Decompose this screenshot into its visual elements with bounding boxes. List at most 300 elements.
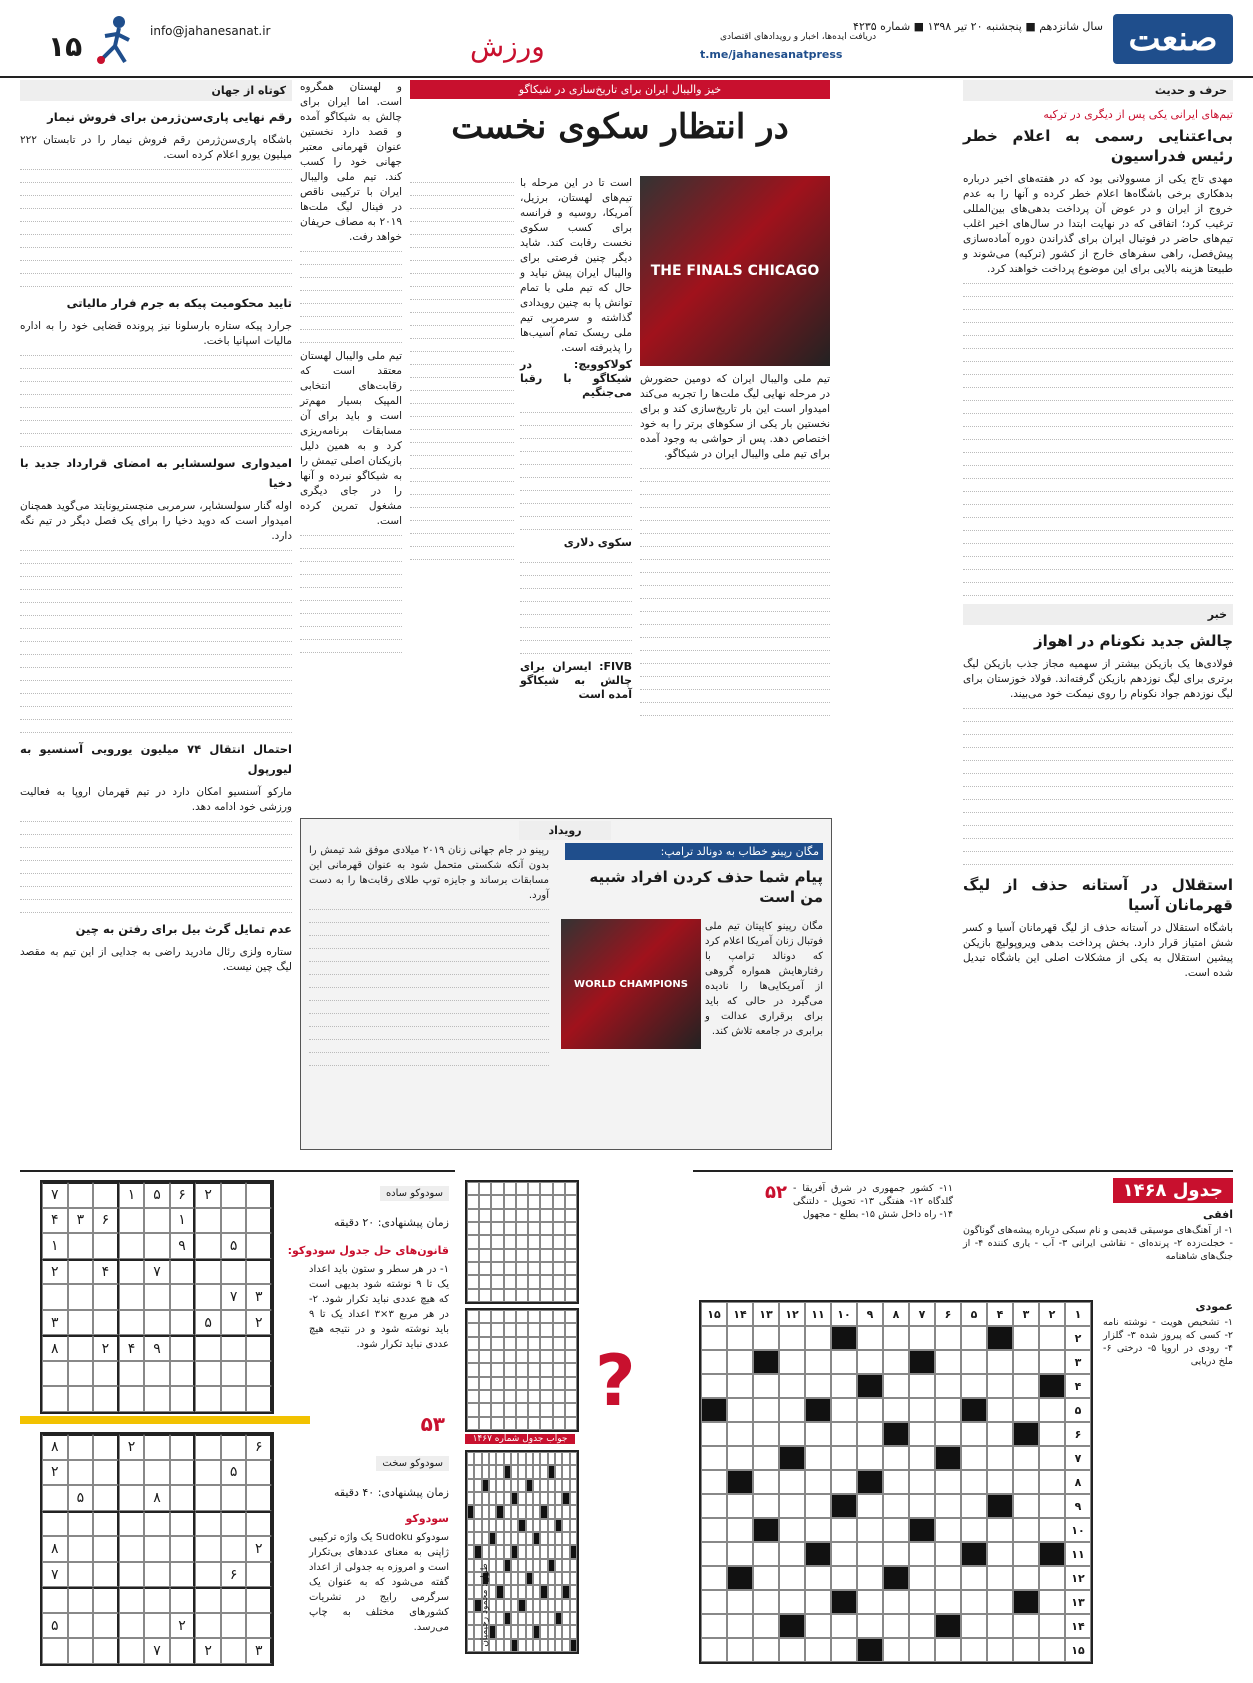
sudoku-cell[interactable] [68,1613,94,1639]
sudoku-cell[interactable] [170,1638,196,1664]
crossword-cell[interactable] [753,1590,779,1614]
crossword-cell[interactable] [805,1518,831,1542]
sudoku-cell[interactable] [246,1562,272,1588]
sudoku-cell[interactable] [144,1284,170,1310]
crossword-cell[interactable] [1039,1422,1065,1446]
crossword-cell[interactable] [961,1614,987,1638]
crossword-cell[interactable] [831,1398,857,1422]
crossword-cell[interactable] [987,1326,1013,1350]
crossword-cell[interactable] [883,1542,909,1566]
crossword-cell[interactable] [701,1518,727,1542]
crossword-cell[interactable] [909,1494,935,1518]
crossword-cell[interactable] [987,1518,1013,1542]
crossword-cell[interactable] [1039,1446,1065,1470]
crossword-cell[interactable] [753,1374,779,1398]
sudoku-cell[interactable]: ۵ [221,1460,247,1486]
crossword-cell[interactable] [935,1590,961,1614]
crossword-cell[interactable] [753,1614,779,1638]
crossword-cell[interactable] [701,1350,727,1374]
sudoku-cell[interactable] [42,1638,68,1664]
sudoku-cell[interactable] [221,1182,247,1208]
sudoku-cell[interactable] [119,1284,145,1310]
crossword-cell[interactable] [831,1614,857,1638]
crossword-cell[interactable] [987,1446,1013,1470]
sudoku-cell[interactable] [170,1562,196,1588]
crossword-cell[interactable] [883,1638,909,1662]
sudoku-cell[interactable] [119,1485,145,1511]
sudoku-cell[interactable] [144,1613,170,1639]
crossword-cell[interactable] [805,1326,831,1350]
crossword-cell[interactable] [909,1446,935,1470]
crossword-cell[interactable] [805,1470,831,1494]
sudoku-cell[interactable] [144,1511,170,1537]
crossword-cell[interactable] [779,1374,805,1398]
sudoku-cell[interactable]: ۹ [170,1233,196,1259]
crossword-cell[interactable] [1013,1638,1039,1662]
crossword-cell[interactable] [961,1422,987,1446]
crossword-cell[interactable] [961,1494,987,1518]
crossword-cell[interactable] [701,1494,727,1518]
sudoku-cell[interactable] [119,1562,145,1588]
crossword-cell[interactable] [727,1590,753,1614]
crossword-cell[interactable] [961,1350,987,1374]
crossword-cell[interactable] [935,1326,961,1350]
crossword-cell[interactable] [987,1374,1013,1398]
sudoku-cell[interactable] [119,1208,145,1234]
sudoku-cell[interactable]: ۲ [246,1310,272,1336]
crossword-cell[interactable] [727,1422,753,1446]
crossword-cell[interactable] [701,1398,727,1422]
crossword-cell[interactable] [883,1470,909,1494]
sudoku-cell[interactable] [246,1182,272,1208]
crossword-cell[interactable] [1039,1470,1065,1494]
crossword-cell[interactable] [857,1374,883,1398]
crossword-cell[interactable] [805,1398,831,1422]
sudoku-cell[interactable] [221,1208,247,1234]
crossword-cell[interactable] [701,1326,727,1350]
sudoku-cell[interactable] [221,1335,247,1361]
crossword-cell[interactable] [961,1518,987,1542]
sudoku-cell[interactable] [221,1511,247,1537]
crossword-cell[interactable] [909,1638,935,1662]
sudoku-cell[interactable] [42,1511,68,1537]
crossword-cell[interactable] [805,1590,831,1614]
crossword-cell[interactable] [883,1350,909,1374]
crossword-cell[interactable] [1039,1542,1065,1566]
crossword-cell[interactable] [883,1614,909,1638]
crossword-cell[interactable] [883,1590,909,1614]
crossword-cell[interactable] [727,1518,753,1542]
sudoku-cell[interactable] [42,1361,68,1387]
crossword-cell[interactable]: ۳ [1013,1302,1039,1326]
crossword-cell[interactable] [1039,1518,1065,1542]
sudoku-easy-grid[interactable] [40,1180,274,1414]
sudoku-cell[interactable]: ۳ [68,1208,94,1234]
crossword-cell[interactable] [935,1542,961,1566]
crossword-cell[interactable] [701,1590,727,1614]
sudoku-cell[interactable] [170,1284,196,1310]
crossword-cell[interactable] [1039,1326,1065,1350]
crossword-cell[interactable] [1013,1374,1039,1398]
crossword-cell[interactable]: ۹ [1065,1494,1091,1518]
sudoku-cell[interactable] [221,1386,247,1412]
crossword-cell[interactable] [831,1446,857,1470]
sudoku-cell[interactable]: ۶ [170,1182,196,1208]
sudoku-cell[interactable] [195,1361,221,1387]
crossword-cell[interactable] [753,1518,779,1542]
crossword-cell[interactable] [753,1422,779,1446]
crossword-cell[interactable] [753,1638,779,1662]
sudoku-cell[interactable] [195,1613,221,1639]
sudoku-cell[interactable] [42,1284,68,1310]
sudoku-cell[interactable] [93,1361,119,1387]
telegram-link[interactable]: t.me/jahanesanatpress [700,48,843,61]
crossword-cell[interactable] [909,1326,935,1350]
crossword-cell[interactable]: ۴ [987,1302,1013,1326]
sudoku-cell[interactable]: ۸ [42,1335,68,1361]
crossword-cell[interactable] [961,1326,987,1350]
crossword-cell[interactable]: ۹ [857,1302,883,1326]
crossword-cell[interactable] [857,1614,883,1638]
crossword-cell[interactable] [987,1470,1013,1494]
sudoku-cell[interactable] [68,1562,94,1588]
crossword-cell[interactable] [727,1638,753,1662]
sudoku-cell[interactable] [68,1587,94,1613]
sudoku-cell[interactable] [42,1386,68,1412]
crossword-cell[interactable] [805,1350,831,1374]
sudoku-cell[interactable] [195,1562,221,1588]
crossword-cell[interactable] [805,1422,831,1446]
sudoku-cell[interactable] [93,1460,119,1486]
crossword-cell[interactable] [701,1374,727,1398]
sudoku-cell[interactable] [68,1182,94,1208]
sudoku-cell[interactable] [144,1208,170,1234]
crossword-cell[interactable] [701,1614,727,1638]
crossword-cell[interactable] [935,1638,961,1662]
crossword-cell[interactable] [961,1590,987,1614]
sudoku-cell[interactable] [246,1485,272,1511]
crossword-cell[interactable] [857,1422,883,1446]
sudoku-cell[interactable] [119,1638,145,1664]
crossword-cell[interactable] [1039,1374,1065,1398]
crossword-cell[interactable] [883,1446,909,1470]
crossword-grid[interactable] [699,1300,1093,1664]
sudoku-cell[interactable] [221,1638,247,1664]
crossword-cell[interactable]: ۱۰ [1065,1518,1091,1542]
sudoku-cell[interactable] [68,1335,94,1361]
sudoku-cell[interactable] [93,1182,119,1208]
crossword-cell[interactable] [857,1446,883,1470]
crossword-cell[interactable] [883,1398,909,1422]
sudoku-cell[interactable] [246,1361,272,1387]
sudoku-cell[interactable]: ۷ [221,1284,247,1310]
crossword-cell[interactable] [831,1590,857,1614]
sudoku-cell[interactable] [93,1587,119,1613]
sudoku-cell[interactable] [246,1460,272,1486]
crossword-cell[interactable] [857,1566,883,1590]
crossword-cell[interactable] [779,1326,805,1350]
sudoku-cell[interactable] [246,1511,272,1537]
crossword-cell[interactable] [779,1614,805,1638]
crossword-cell[interactable] [805,1614,831,1638]
crossword-cell[interactable] [805,1542,831,1566]
crossword-cell[interactable] [987,1614,1013,1638]
crossword-cell[interactable] [935,1614,961,1638]
crossword-cell[interactable]: ۵ [961,1302,987,1326]
crossword-cell[interactable] [857,1518,883,1542]
sudoku-cell[interactable] [119,1361,145,1387]
crossword-cell[interactable] [935,1494,961,1518]
sudoku-cell[interactable] [68,1259,94,1285]
sudoku-cell[interactable] [246,1613,272,1639]
sudoku-cell[interactable] [195,1485,221,1511]
crossword-cell[interactable] [1013,1542,1039,1566]
sudoku-cell[interactable] [42,1587,68,1613]
crossword-cell[interactable] [857,1326,883,1350]
crossword-cell[interactable] [961,1398,987,1422]
crossword-cell[interactable] [1039,1638,1065,1662]
crossword-cell[interactable] [1013,1350,1039,1374]
crossword-cell[interactable] [831,1518,857,1542]
crossword-cell[interactable] [727,1542,753,1566]
crossword-cell[interactable] [831,1494,857,1518]
crossword-cell[interactable] [1013,1446,1039,1470]
crossword-cell[interactable] [987,1542,1013,1566]
sudoku-cell[interactable] [68,1536,94,1562]
sudoku-cell[interactable] [68,1361,94,1387]
sudoku-cell[interactable] [93,1485,119,1511]
crossword-cell[interactable] [831,1566,857,1590]
sudoku-cell[interactable] [221,1361,247,1387]
sudoku-cell[interactable]: ۳ [246,1284,272,1310]
sudoku-cell[interactable] [93,1536,119,1562]
crossword-cell[interactable] [1013,1614,1039,1638]
crossword-cell[interactable] [831,1374,857,1398]
crossword-cell[interactable]: ۷ [909,1302,935,1326]
sudoku-cell[interactable] [195,1511,221,1537]
crossword-cell[interactable] [987,1494,1013,1518]
sudoku-cell[interactable] [93,1562,119,1588]
sudoku-cell[interactable] [221,1434,247,1460]
sudoku-cell[interactable] [93,1310,119,1336]
crossword-cell[interactable] [831,1326,857,1350]
crossword-cell[interactable]: ۳ [1065,1350,1091,1374]
crossword-cell[interactable]: ۱۱ [1065,1542,1091,1566]
crossword-cell[interactable] [883,1374,909,1398]
sudoku-hard-grid[interactable] [40,1432,274,1666]
crossword-cell[interactable] [727,1350,753,1374]
sudoku-cell[interactable] [68,1460,94,1486]
sudoku-cell[interactable] [195,1259,221,1285]
crossword-cell[interactable] [727,1398,753,1422]
crossword-cell[interactable] [701,1422,727,1446]
crossword-cell[interactable] [909,1398,935,1422]
crossword-cell[interactable] [857,1398,883,1422]
sudoku-cell[interactable] [221,1613,247,1639]
crossword-cell[interactable] [961,1566,987,1590]
sudoku-cell[interactable] [144,1310,170,1336]
crossword-cell[interactable] [753,1446,779,1470]
crossword-cell[interactable] [909,1566,935,1590]
crossword-cell[interactable] [909,1590,935,1614]
crossword-cell[interactable] [935,1446,961,1470]
sudoku-cell[interactable]: ۴ [42,1208,68,1234]
sudoku-cell[interactable] [195,1208,221,1234]
crossword-cell[interactable] [753,1398,779,1422]
sudoku-cell[interactable] [68,1386,94,1412]
sudoku-cell[interactable] [170,1361,196,1387]
crossword-cell[interactable] [909,1374,935,1398]
crossword-cell[interactable] [753,1542,779,1566]
crossword-cell[interactable] [961,1446,987,1470]
crossword-cell[interactable] [779,1398,805,1422]
crossword-cell[interactable] [909,1518,935,1542]
sudoku-cell[interactable] [93,1386,119,1412]
crossword-cell[interactable] [987,1590,1013,1614]
sudoku-cell[interactable] [170,1386,196,1412]
sudoku-cell[interactable] [170,1310,196,1336]
sudoku-cell[interactable]: ۶ [246,1434,272,1460]
crossword-cell[interactable] [727,1494,753,1518]
crossword-cell[interactable] [961,1542,987,1566]
sudoku-cell[interactable] [170,1536,196,1562]
crossword-cell[interactable] [987,1422,1013,1446]
crossword-cell[interactable] [1013,1326,1039,1350]
sudoku-cell[interactable]: ۲ [195,1638,221,1664]
crossword-cell[interactable] [727,1614,753,1638]
sudoku-cell[interactable]: ۱ [170,1208,196,1234]
sudoku-cell[interactable]: ۵ [144,1182,170,1208]
crossword-cell[interactable] [753,1470,779,1494]
sudoku-cell[interactable] [195,1233,221,1259]
sudoku-cell[interactable] [144,1386,170,1412]
sudoku-cell[interactable]: ۳ [246,1638,272,1664]
sudoku-cell[interactable] [119,1386,145,1412]
crossword-cell[interactable] [1039,1350,1065,1374]
crossword-cell[interactable] [909,1350,935,1374]
crossword-cell[interactable]: ۱۰ [831,1302,857,1326]
sudoku-cell[interactable] [246,1587,272,1613]
crossword-cell[interactable] [805,1446,831,1470]
crossword-cell[interactable] [701,1446,727,1470]
crossword-cell[interactable] [1013,1470,1039,1494]
crossword-cell[interactable] [701,1638,727,1662]
sudoku-cell[interactable]: ۷ [42,1182,68,1208]
sudoku-cell[interactable] [119,1511,145,1537]
crossword-cell[interactable] [779,1638,805,1662]
crossword-cell[interactable]: ۱۴ [1065,1614,1091,1638]
crossword-cell[interactable] [779,1542,805,1566]
sudoku-cell[interactable]: ۸ [42,1536,68,1562]
sudoku-cell[interactable] [246,1386,272,1412]
sudoku-cell[interactable]: ۲ [42,1259,68,1285]
sudoku-cell[interactable] [221,1587,247,1613]
crossword-cell[interactable] [909,1542,935,1566]
sudoku-cell[interactable] [170,1485,196,1511]
crossword-cell[interactable] [727,1446,753,1470]
crossword-cell[interactable] [753,1326,779,1350]
sudoku-cell[interactable] [170,1335,196,1361]
sudoku-cell[interactable]: ۵ [42,1613,68,1639]
sudoku-cell[interactable] [119,1536,145,1562]
sudoku-cell[interactable]: ۲ [42,1460,68,1486]
crossword-cell[interactable] [935,1566,961,1590]
crossword-cell[interactable] [987,1350,1013,1374]
sudoku-cell[interactable]: ۳ [42,1310,68,1336]
sudoku-cell[interactable] [68,1434,94,1460]
crossword-cell[interactable] [909,1470,935,1494]
sudoku-cell[interactable]: ۹ [144,1335,170,1361]
crossword-cell[interactable] [831,1422,857,1446]
crossword-cell[interactable] [857,1638,883,1662]
sudoku-cell[interactable]: ۱ [119,1182,145,1208]
crossword-cell[interactable]: ۶ [1065,1422,1091,1446]
crossword-cell[interactable] [779,1566,805,1590]
crossword-cell[interactable] [1039,1398,1065,1422]
crossword-cell[interactable] [701,1542,727,1566]
crossword-cell[interactable]: ۲ [1065,1326,1091,1350]
sudoku-cell[interactable] [170,1460,196,1486]
crossword-cell[interactable] [987,1638,1013,1662]
sudoku-cell[interactable] [170,1259,196,1285]
sudoku-cell[interactable]: ۶ [93,1208,119,1234]
sudoku-cell[interactable] [144,1361,170,1387]
sudoku-cell[interactable]: ۲ [93,1335,119,1361]
sudoku-cell[interactable] [144,1434,170,1460]
sudoku-cell[interactable] [93,1613,119,1639]
crossword-cell[interactable] [701,1470,727,1494]
sudoku-cell[interactable] [93,1233,119,1259]
sudoku-cell[interactable]: ۷ [144,1259,170,1285]
sudoku-cell[interactable] [42,1485,68,1511]
sudoku-cell[interactable] [119,1460,145,1486]
sudoku-cell[interactable]: ۲ [246,1536,272,1562]
sudoku-cell[interactable]: ۲ [119,1434,145,1460]
crossword-cell[interactable]: ۱۳ [753,1302,779,1326]
crossword-cell[interactable] [883,1422,909,1446]
crossword-cell[interactable] [779,1350,805,1374]
sudoku-cell[interactable] [119,1233,145,1259]
crossword-cell[interactable] [935,1470,961,1494]
sudoku-cell[interactable] [170,1587,196,1613]
sudoku-cell[interactable] [195,1284,221,1310]
crossword-cell[interactable]: ۱۲ [1065,1566,1091,1590]
crossword-cell[interactable] [1013,1494,1039,1518]
email-link[interactable]: info@jahanesanat.ir [150,24,271,38]
sudoku-cell[interactable] [119,1259,145,1285]
crossword-cell[interactable] [883,1494,909,1518]
sudoku-cell[interactable]: ۵ [195,1310,221,1336]
sudoku-cell[interactable] [93,1434,119,1460]
sudoku-cell[interactable] [170,1511,196,1537]
crossword-cell[interactable] [961,1374,987,1398]
sudoku-cell[interactable] [246,1208,272,1234]
crossword-cell[interactable]: ۵ [1065,1398,1091,1422]
sudoku-cell[interactable] [119,1587,145,1613]
sudoku-cell[interactable] [195,1386,221,1412]
crossword-cell[interactable] [1013,1398,1039,1422]
sudoku-cell[interactable]: ۵ [68,1485,94,1511]
sudoku-cell[interactable]: ۶ [221,1562,247,1588]
sudoku-cell[interactable] [170,1434,196,1460]
sudoku-cell[interactable]: ۵ [221,1233,247,1259]
crossword-cell[interactable] [857,1542,883,1566]
sudoku-cell[interactable]: ۲ [170,1613,196,1639]
crossword-cell[interactable] [935,1350,961,1374]
crossword-cell[interactable] [935,1422,961,1446]
crossword-cell[interactable] [883,1566,909,1590]
sudoku-cell[interactable] [221,1259,247,1285]
